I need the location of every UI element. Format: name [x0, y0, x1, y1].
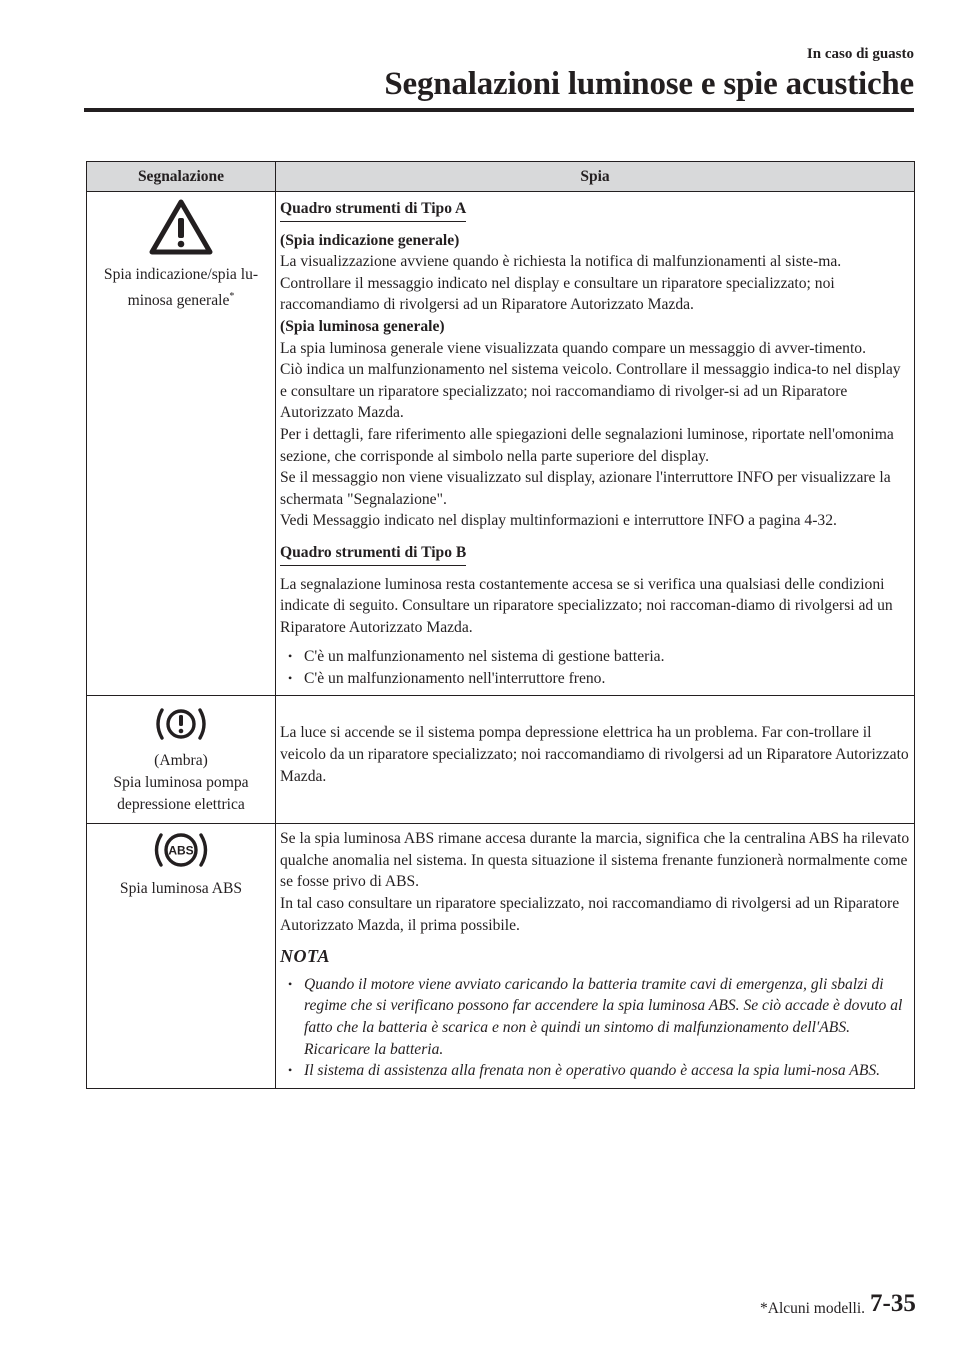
paragraph: La luce si accende se il sistema pompa depressione elettrica ha un problema. Far con-trollare il veicolo da un riparatore specializzato; noi raccomandiamo di rivolgersi ad un Riparatore Autorizzato Mazda. [280, 724, 909, 785]
list-item [280, 974, 910, 1060]
bullet-list [280, 646, 910, 689]
description-cell [276, 824, 915, 1089]
header-divider [84, 108, 914, 112]
abs-icon-label: ABS [168, 843, 194, 858]
paragraph: Vedi Messaggio indicato nel display multinformazioni e interruttore INFO a pagina 4-32. [280, 512, 837, 530]
list-item [280, 1060, 910, 1082]
note-text: • Quando il motore viene avviato caricando la batteria tramite cavi di emergenza, gli sbalzi di regime che si verificano possono far accendere la spia luminosa ABS. Se ciò accade è dovuto al fatto che la batteria è scarica e non è quindi un sintomo di malfunzionamento dell'ABS. [304, 975, 903, 1036]
paragraph: Se la spia luminosa ABS rimane accesa durante la marcia, significa che la centralina ABS ha rilevato qualche anomalia nel sistema. In questa situazione il sistema frenante funzionerà normalmente come se fosse privo di ABS. [280, 830, 910, 891]
paragraph: Controllare il messaggio indicato nel display e consultare un riparatore specializzato; noi raccomandiamo di rivolgersi ad un Riparatore Autorizzato Mazda. [280, 274, 835, 314]
table-row [87, 824, 915, 1089]
section-title: In caso di guasto [806, 46, 914, 62]
list-item: • C'è un malfunzionamento nell'interruttore freno. [280, 668, 910, 690]
footnote-mark: * [229, 290, 235, 302]
description-cell [276, 696, 915, 824]
abs-icon [150, 828, 212, 872]
type-b-heading: Quadro strumenti di Tipo B [280, 542, 466, 566]
paragraph: La spia luminosa generale viene visualizzata quando compare un messaggio di avver-timento. [280, 339, 866, 357]
paragraph: Ciò indica un malfunzionamento nel sistema veicolo. Controllare il messaggio indica-to nel display e consultare un riparatore specializzato; noi raccomandiamo di rivolger-si ad un Riparatore Autorizzato Mazda. [280, 361, 901, 422]
paragraph: (Spia indicazione generale) [280, 231, 460, 249]
footnote: *Alcuni modelli. [760, 1300, 866, 1317]
type-a-heading: Quadro strumenti di Tipo A [280, 198, 466, 222]
table-header-row [87, 162, 915, 192]
page-number: 7-35 [870, 1290, 916, 1317]
signal-label-line: Spia luminosa ABS [119, 880, 243, 898]
paragraph: In tal caso consultare un riparatore specializzato, noi raccomandiamo di rivolgersi ad un Riparatore Autorizzato Mazda, il prima possibile. [280, 895, 900, 934]
table-row [87, 696, 915, 824]
signal-cell [87, 824, 276, 1089]
page-title: Segnalazioni luminose e spie acustiche [384, 66, 914, 102]
signal-label-line: Spia indicazione/spia lu- [103, 266, 259, 283]
signal-label-line: (Ambra) [154, 752, 208, 770]
paragraph: Se il messaggio non viene visualizzato sul display, azionare l'interruttore INFO per visualizzare la schermata "Segnalazione". [280, 469, 891, 508]
signal-cell [87, 696, 276, 824]
signal-label-line: minosa generale [127, 291, 230, 309]
note-text: Ricaricare la batteria. [304, 1040, 444, 1058]
description-cell [276, 192, 915, 696]
note-list [280, 974, 910, 1082]
paragraph: (Spia luminosa generale) [280, 317, 445, 335]
column-header-light: Spia [276, 162, 915, 192]
signal-label-line: Spia luminosa pompa [113, 774, 249, 792]
warning-triangle-icon [146, 196, 216, 258]
column-header-signal: Segnalazione [87, 162, 276, 192]
paragraph: Per i dettagli, fare riferimento alle spiegazioni delle segnalazioni luminose, riportate nell'omonima sezione, che corrisponde al simbolo nella parte superiore del display. [280, 425, 894, 465]
warning-lights-table [86, 161, 915, 1089]
table-row [87, 192, 915, 696]
signal-label-line: depressione elettrica [117, 795, 245, 813]
note-heading: NOTA [280, 946, 331, 967]
exclamation-circle-icon [152, 704, 210, 744]
list-item: • C'è un malfunzionamento nel sistema di gestione batteria. [280, 646, 910, 668]
paragraph: La visualizzazione avviene quando è richiesta la notifica di malfunzionamenti al siste-ma. [280, 253, 842, 271]
paragraph: La segnalazione luminosa resta costantemente accesa se si verifica una qualsiasi delle condizioni indicate di seguito. Consultare un riparatore specializzato; noi raccoman-diamo di rivolgersi ad un Riparatore Autorizzato Mazda. [280, 575, 893, 636]
note-text: • Il sistema di assistenza alla frenata non è operativo quando è accesa la spia lumi-nosa ABS. [304, 1062, 881, 1080]
signal-cell [87, 192, 276, 696]
